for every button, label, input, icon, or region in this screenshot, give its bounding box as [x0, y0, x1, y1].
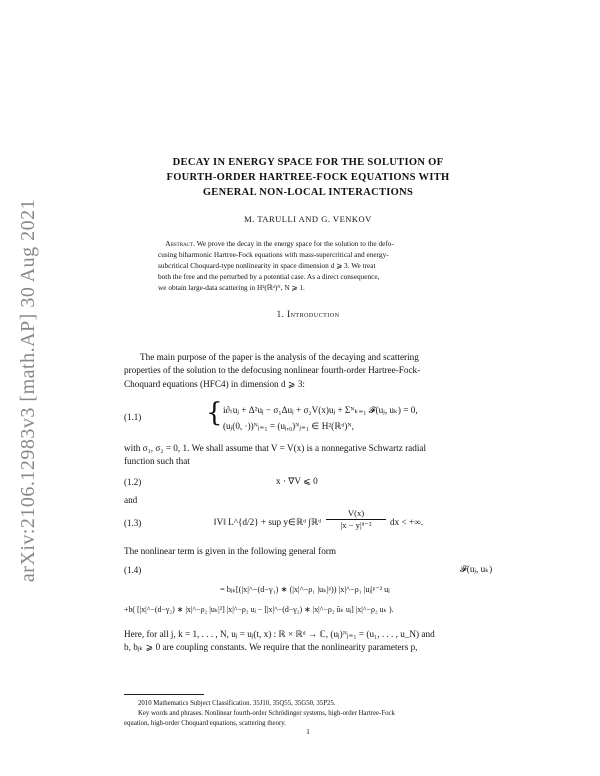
- text-line: Here, for all j, k = 1, . . . , N, uⱼ = uⱼ(t, x) : ℝ × ℝᵈ → ℂ, (uⱼ)ᴺⱼ₌₁ = (u₁, . . . , u_N) and: [124, 629, 435, 639]
- equation-1-4-line-1: 𝓕(uⱼ, uₖ): [460, 564, 493, 574]
- text-line: function such that: [124, 456, 190, 467]
- abstract-line: both the free and the perturbed by a potential case. As a direct consequence,: [158, 272, 380, 281]
- equation-1-3-fraction: [326, 508, 386, 531]
- arxiv-identifier-text: arXiv:2106.12983v3 [math.AP] 30 Aug 2021: [17, 198, 40, 582]
- intro-line: The main purpose of the paper is the analysis of the decaying and scattering: [140, 352, 419, 362]
- footnotes: [124, 699, 508, 729]
- equation-label: (1.1): [124, 412, 142, 422]
- section-heading: 1. Introduction: [276, 309, 340, 319]
- authors: M. TARULLI AND G. VENKOV: [244, 214, 372, 224]
- page-number: 1: [306, 727, 310, 736]
- title-line: GENERAL NON-LOCAL INTERACTIONS: [202, 187, 414, 198]
- paragraph-after-1-1: [124, 442, 508, 469]
- intro-paragraph: [124, 351, 508, 391]
- abstract: [158, 238, 458, 293]
- equation-label: (1.3): [124, 518, 142, 528]
- footnote-keywords: Key words and phrases. Nonlinear fourth-order Schrödinger systems, high-order Hartree-Fock: [138, 710, 395, 717]
- intro-line: Choquard equations (HFC4) in dimension d ⩾ 3:: [124, 378, 305, 389]
- text-line: b, bⱼₖ ⩾ 0 are coupling constants. We require that the nonlinearity parameters p,: [124, 642, 418, 653]
- fraction-numerator: V(x): [347, 508, 365, 518]
- text-line: with σ₁, σ₂ = 0, 1. We shall assume that V = V(x) is a nonnegative Schwartz radial: [124, 443, 427, 453]
- arxiv-identifier: [8, 120, 50, 660]
- abstract-line: subcritical Choquard-type nonlinearity in space dimension d ⩾ 3. We treat: [158, 261, 376, 270]
- abstract-line-1: Abstract. We prove the decay in the energy space for the solution to the defo-: [165, 239, 394, 248]
- fraction-denominator: |x − y|ᵈ⁻²: [326, 519, 386, 531]
- footnote-msc: 2010 Mathematics Subject Classification. 35J10, 35Q55, 35G50, 35P25.: [138, 700, 336, 707]
- closing-paragraph: [124, 628, 508, 655]
- footnote-keywords-cont: equation, high-order Choquard equations, scattering theory.: [124, 720, 286, 727]
- nonlinear-intro: The nonlinear term is given in the following general form: [124, 546, 337, 556]
- equation-1-2: x · ∇V ⩽ 0: [276, 476, 318, 486]
- title-line: FOURTH-ORDER HARTREE-FOCK EQUATIONS WITH: [166, 172, 450, 183]
- equation-1-4-line-3: +b( [|x|^−(d−γ₂) ∗ |x|^−ρ₂ |uₖ|²] |x|^−ρ₂ uⱼ − [|x|^−(d−γ₂) ∗ |x|^−ρ₂ ūₖ uⱼ] |x|^−ρ₂ uₖ ).: [124, 605, 394, 614]
- abstract-label: Abstract.: [165, 239, 195, 248]
- equation-1-4-line-2: = bⱼₖ[(|x|^−(d−γ₁) ∗ (|x|^−ρ₁ |uₖ|ᵖ)) |x|^−ρ₁ |uⱼ|ᵖ⁻² uⱼ: [220, 585, 390, 594]
- footnote-rule: [124, 694, 204, 695]
- equation-label: (1.2): [124, 477, 142, 487]
- and-word: and: [124, 495, 138, 505]
- equation-1-1-line-1: i∂ₜuⱼ + Δ²uⱼ − σ₁Δuⱼ + σ₂V(x)uⱼ + Σᴺₖ₌₁ 𝓕(uⱼ, uₖ) = 0,: [223, 405, 418, 415]
- left-brace: {: [206, 398, 223, 428]
- title-line: DECAY IN ENERGY SPACE FOR THE SOLUTION OF: [172, 157, 444, 168]
- abstract-line: cusing biharmonic Hartree-Fock equations with mass-supercritical and energy-: [158, 250, 389, 259]
- equation-1-1-line-2: (uⱼ(0, ·))ᴺⱼ₌₁ = (uⱼ,₀)ᴺⱼ₌₁ ∈ H²(ℝᵈ)ᴺ,: [223, 421, 354, 431]
- equation-1-3-left: ‖V‖ L^{d/2} + sup y∈ℝᵈ ∫ℝᵈ: [214, 517, 322, 527]
- equation-label: (1.4): [124, 565, 142, 575]
- equation-1-3-right: dx < +∞.: [390, 517, 423, 527]
- intro-line: properties of the solution to the defocusing nonlinear fourth-order Hartree-Fock-: [124, 365, 421, 376]
- paper-title: [108, 155, 508, 200]
- abstract-line: we obtain large-data scattering in H²(ℝᵈ)ᴺ, N ⩾ 1.: [158, 283, 305, 292]
